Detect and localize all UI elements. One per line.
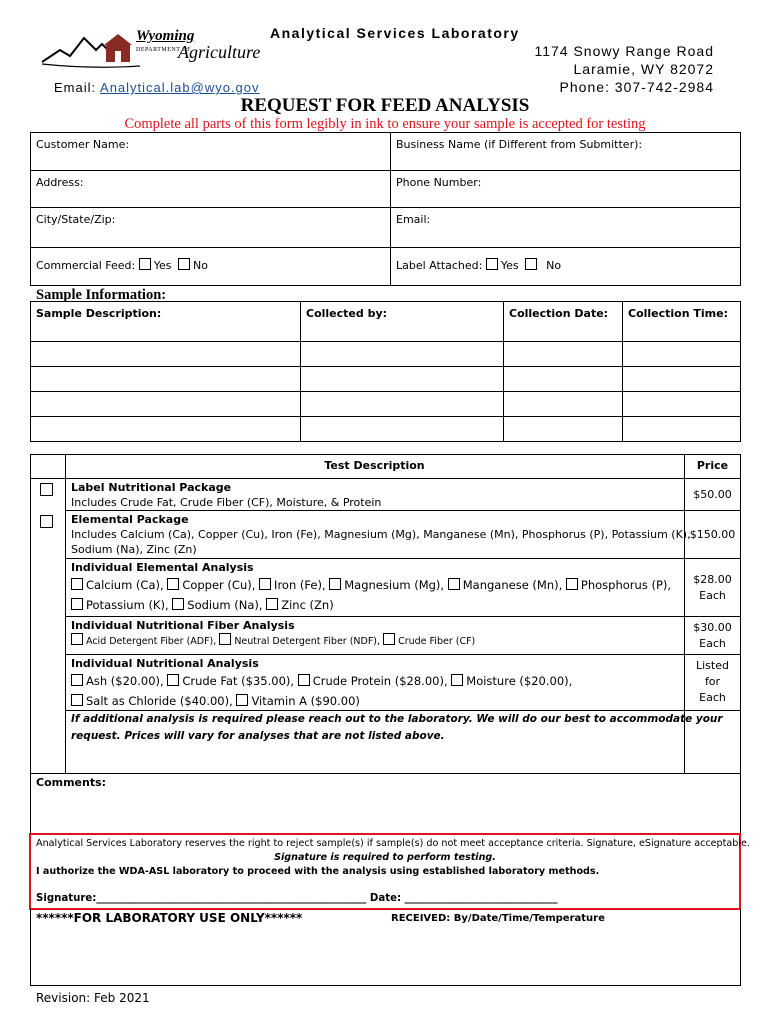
sample-cell[interactable] bbox=[504, 367, 623, 392]
elemental-desc-line1: Includes Calcium (Ca), Copper (Cu), Iron (Fe), Magnesium (Mg), Manganese (Mn), Phosphorus (P), Potassium (K), bbox=[71, 528, 691, 541]
label-attached-yes-checkbox[interactable] bbox=[486, 258, 498, 270]
crude-protein-label: Crude Protein ($28.00), bbox=[312, 674, 448, 688]
fiber-analysis bbox=[71, 618, 475, 651]
fiber-title: Individual Nutritional Fiber Analysis bbox=[71, 619, 295, 632]
commercial-feed-yes-checkbox[interactable] bbox=[139, 258, 151, 270]
logo-department: DEPARTMENT OF bbox=[136, 47, 191, 53]
fiber-price-value: $30.00 bbox=[693, 621, 732, 634]
address-line2: Laramie, WY 82072 bbox=[573, 61, 714, 77]
col-test-description: Test Description bbox=[324, 459, 425, 472]
moisture-checkbox[interactable] bbox=[451, 674, 463, 686]
sodium-checkbox[interactable] bbox=[172, 598, 184, 610]
address-field[interactable]: Address: bbox=[31, 171, 391, 208]
additional-note-line1: If additional analysis is required please reach out to the laboratory. We will do our best to accommodate your bbox=[71, 713, 723, 725]
customer-info-table bbox=[30, 132, 741, 286]
sample-info-title: Sample Information: bbox=[36, 287, 167, 303]
fiber-row bbox=[71, 633, 475, 651]
sample-cell[interactable] bbox=[623, 367, 741, 392]
address-line1: 1174 Snowy Range Road bbox=[534, 43, 714, 59]
label-nutritional-package bbox=[71, 480, 381, 510]
crude-protein-checkbox[interactable] bbox=[298, 674, 310, 686]
city-state-zip-field[interactable]: City/State/Zip: bbox=[31, 208, 391, 248]
logo-wyoming: Wyoming bbox=[136, 28, 195, 44]
calcium-label: Calcium (Ca), bbox=[86, 578, 164, 592]
wyoming-agriculture-logo bbox=[40, 24, 268, 72]
reserve-note: Analytical Services Laboratory reserves the right to reject sample(s) if sample(s) do not meet acceptance criteria. Signature, eSignature acceptable. bbox=[36, 838, 750, 849]
elemental-package-checkbox[interactable] bbox=[40, 515, 53, 528]
magnesium-label: Magnesium (Mg), bbox=[344, 578, 445, 592]
phone-number-field[interactable]: Phone Number: bbox=[391, 171, 741, 208]
label-pkg-desc: Includes Crude Fat, Crude Fiber (CF), Moisture, & Protein bbox=[71, 496, 382, 509]
phosphorus-checkbox[interactable] bbox=[566, 578, 578, 590]
ind-elemental-row2 bbox=[71, 595, 671, 615]
label-pkg-price: $50.00 bbox=[693, 488, 732, 501]
sample-cell[interactable] bbox=[31, 417, 301, 442]
ash-label: Ash ($20.00), bbox=[86, 674, 164, 688]
ind-elemental-price-each: Each bbox=[699, 589, 726, 602]
phosphorus-label: Phosphorus (P), bbox=[580, 578, 672, 592]
signature-required: Signature is required to perform testing. bbox=[274, 852, 496, 863]
sample-cell[interactable] bbox=[301, 367, 504, 392]
commercial-feed-label: Commercial Feed: bbox=[36, 259, 136, 272]
logo-agriculture: Agriculture bbox=[178, 42, 261, 62]
label-nutritional-package-checkbox[interactable] bbox=[40, 483, 53, 496]
received-label: RECEIVED: By/Date/Time/Temperature bbox=[391, 913, 605, 924]
ndf-checkbox[interactable] bbox=[219, 633, 231, 645]
vitamin-a-label: Vitamin A ($90.00) bbox=[251, 694, 360, 708]
nutritional-analysis bbox=[71, 656, 572, 711]
adf-label: Acid Detergent Fiber (ADF), bbox=[86, 636, 217, 647]
address-block bbox=[500, 42, 714, 96]
ind-elemental-row1 bbox=[71, 575, 671, 595]
crude-fiber-label: Crude Fiber (CF) bbox=[398, 636, 476, 647]
elemental-price: $150.00 bbox=[689, 528, 736, 541]
moisture-label: Moisture ($20.00), bbox=[466, 674, 573, 688]
label-attached-no-checkbox[interactable] bbox=[525, 258, 537, 270]
sample-cell[interactable] bbox=[504, 342, 623, 367]
crude-fiber-checkbox[interactable] bbox=[383, 633, 395, 645]
col-sample-description: Sample Description: bbox=[31, 302, 301, 342]
nutr-title: Individual Nutritional Analysis bbox=[71, 657, 259, 670]
potassium-label: Potassium (K), bbox=[86, 598, 169, 612]
col-collected-by: Collected by: bbox=[301, 302, 504, 342]
sodium-label: Sodium (Na), bbox=[187, 598, 263, 612]
vitamin-a-checkbox[interactable] bbox=[236, 694, 248, 706]
sample-cell[interactable] bbox=[623, 342, 741, 367]
nutr-price-each: Each bbox=[699, 691, 726, 704]
no-label: No bbox=[546, 259, 562, 272]
col-collection-date: Collection Date: bbox=[504, 302, 623, 342]
nutr-price bbox=[684, 658, 741, 706]
elemental-title: Elemental Package bbox=[71, 513, 189, 526]
copper-checkbox[interactable] bbox=[167, 578, 179, 590]
nutr-price-listed: Listed bbox=[696, 659, 729, 672]
no-label: No bbox=[193, 259, 208, 272]
crude-fat-label: Crude Fat ($35.00), bbox=[182, 674, 295, 688]
ind-elemental-title: Individual Elemental Analysis bbox=[71, 561, 254, 574]
fiber-price-each: Each bbox=[699, 637, 726, 650]
email-label: Email: bbox=[54, 80, 97, 95]
label-attached-row bbox=[391, 248, 741, 286]
comments-box[interactable] bbox=[30, 773, 741, 835]
comments-label: Comments: bbox=[36, 776, 107, 789]
ind-elemental-price bbox=[684, 572, 741, 604]
authorize-statement: I authorize the WDA-ASL laboratory to proceed with the analysis using established laboratory methods. bbox=[36, 866, 600, 877]
elemental-package bbox=[71, 512, 691, 557]
commercial-feed-no-checkbox[interactable] bbox=[178, 258, 190, 270]
email-line bbox=[54, 80, 260, 95]
sample-cell[interactable] bbox=[623, 392, 741, 417]
potassium-checkbox[interactable] bbox=[71, 598, 83, 610]
sample-cell[interactable] bbox=[301, 342, 504, 367]
yes-label: Yes bbox=[153, 259, 172, 272]
copper-label: Copper (Cu), bbox=[182, 578, 256, 592]
calcium-checkbox[interactable] bbox=[71, 578, 83, 590]
sample-cell[interactable] bbox=[301, 392, 504, 417]
email-link[interactable]: Analytical.lab@wyo.gov bbox=[100, 80, 260, 95]
ash-checkbox[interactable] bbox=[71, 674, 83, 686]
label-pkg-title: Label Nutritional Package bbox=[71, 481, 232, 494]
ind-elemental-price-value: $28.00 bbox=[693, 573, 732, 586]
nutr-row2 bbox=[71, 691, 572, 711]
form-instruction: Complete all parts of this form legibly in ink to ensure your sample is accepted for testing bbox=[124, 116, 646, 132]
crude-fat-checkbox[interactable] bbox=[167, 674, 179, 686]
sample-cell[interactable] bbox=[31, 392, 301, 417]
salt-chloride-checkbox[interactable] bbox=[71, 694, 83, 706]
manganese-label: Manganese (Mn), bbox=[462, 578, 563, 592]
lab-name: Analytical Services Laboratory bbox=[270, 25, 520, 41]
fiber-price bbox=[684, 620, 741, 652]
zinc-label: Zinc (Zn) bbox=[281, 598, 334, 612]
nutr-price-for: for bbox=[704, 675, 721, 688]
individual-elemental-analysis bbox=[71, 560, 671, 615]
label-attached-label: Label Attached: bbox=[396, 259, 483, 272]
lab-use-only: ******FOR LABORATORY USE ONLY****** bbox=[36, 911, 303, 925]
sample-cell[interactable] bbox=[31, 342, 301, 367]
email-field[interactable]: Email: bbox=[391, 208, 741, 248]
yes-label: Yes bbox=[500, 259, 519, 272]
customer-name-field[interactable]: Customer Name: bbox=[31, 133, 391, 171]
salt-chloride-label: Salt as Chloride ($40.00), bbox=[86, 694, 233, 708]
ndf-label: Neutral Detergent Fiber (NDF), bbox=[234, 636, 381, 647]
iron-label: Iron (Fe), bbox=[274, 578, 326, 592]
additional-analysis-note bbox=[71, 711, 723, 745]
signature-date-line[interactable]: Signature:_____________________________________________________ Date: ______________________________ bbox=[36, 893, 558, 904]
sample-cell[interactable] bbox=[504, 392, 623, 417]
iron-checkbox[interactable] bbox=[259, 578, 271, 590]
form-title: REQUEST FOR FEED ANALYSIS bbox=[240, 95, 530, 116]
col-collection-time: Collection Time: bbox=[623, 302, 741, 342]
commercial-feed-row bbox=[31, 248, 391, 286]
phone-line: Phone: 307-742-2984 bbox=[559, 79, 714, 95]
revision-text: Revision: Feb 2021 bbox=[36, 991, 150, 1005]
adf-checkbox[interactable] bbox=[71, 633, 83, 645]
business-name-field[interactable]: Business Name (if Different from Submitter): bbox=[391, 133, 741, 171]
sample-cell[interactable] bbox=[623, 417, 741, 442]
additional-note-line2: request. Prices will vary for analyses that are not listed above. bbox=[71, 730, 445, 742]
sample-table bbox=[30, 301, 741, 442]
sample-cell[interactable] bbox=[301, 417, 504, 442]
elemental-desc-line2: Sodium (Na), Zinc (Zn) bbox=[71, 543, 197, 556]
col-price: Price bbox=[696, 459, 729, 472]
zinc-checkbox[interactable] bbox=[266, 598, 278, 610]
manganese-checkbox[interactable] bbox=[448, 578, 460, 590]
nutr-row1 bbox=[71, 671, 572, 691]
magnesium-checkbox[interactable] bbox=[329, 578, 341, 590]
sample-cell[interactable] bbox=[31, 367, 301, 392]
sample-cell[interactable] bbox=[504, 417, 623, 442]
